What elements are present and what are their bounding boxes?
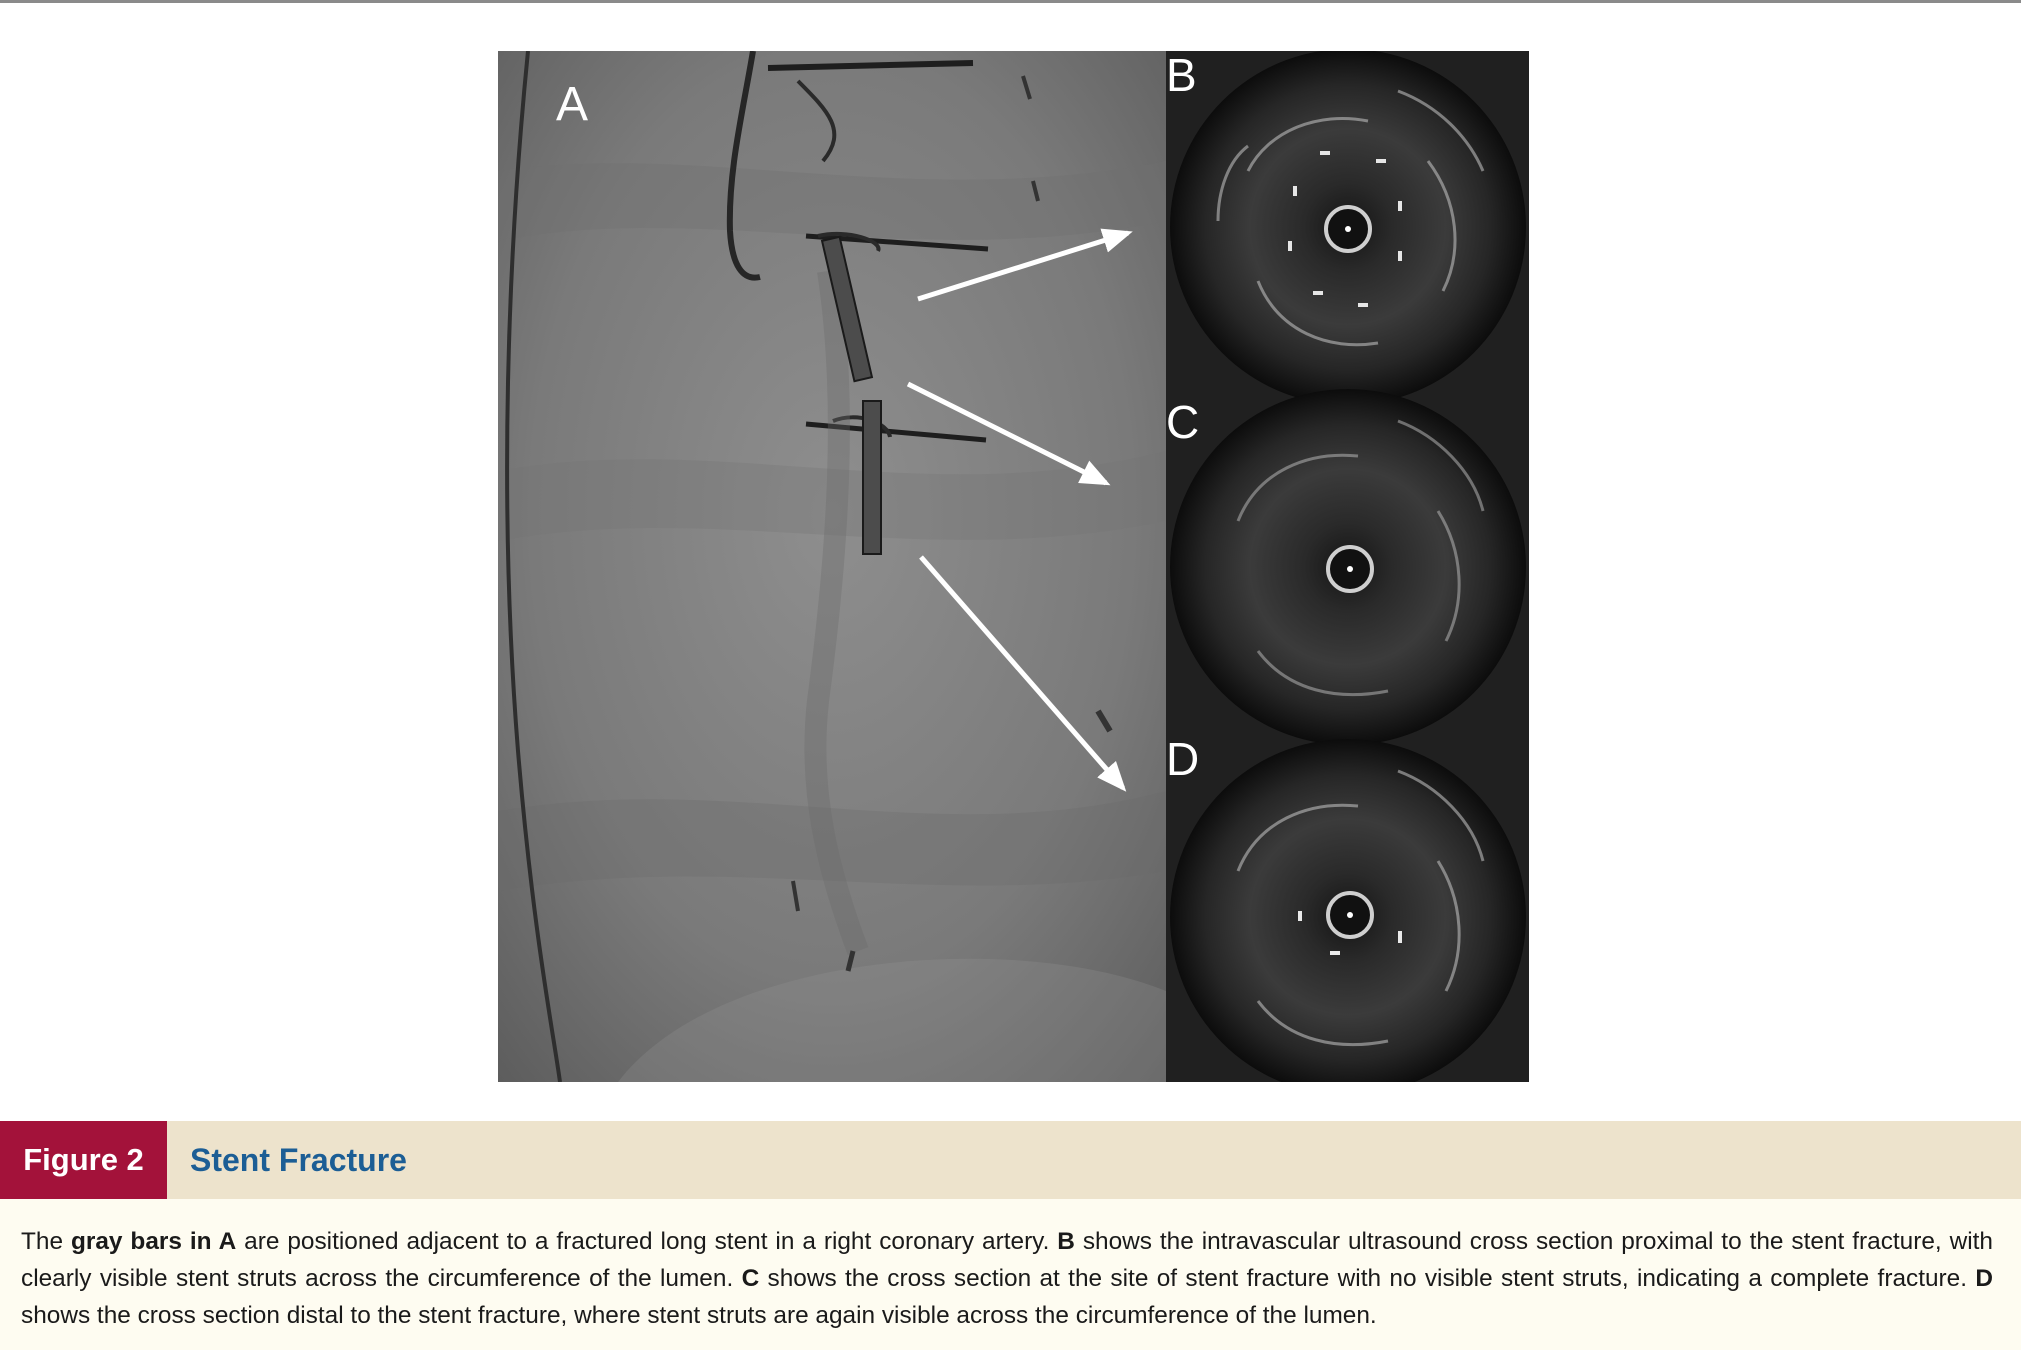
caption-s2-bold: B xyxy=(1057,1228,1075,1255)
ivus-column xyxy=(1166,51,1529,1082)
caption-s4-bold: D xyxy=(1975,1265,1993,1292)
caption-s3-rest: shows the cross section at the site of stent fracture with no visible stent struts, indicating a complete fracture. xyxy=(759,1265,1976,1292)
panel-label-b: B xyxy=(1166,51,1197,101)
caption-s1-lead: The xyxy=(21,1228,71,1255)
caption-header xyxy=(0,1121,2021,1199)
figure-image xyxy=(498,51,1529,1082)
caption-text xyxy=(21,1223,1993,1334)
figure-title: Stent Fracture xyxy=(190,1142,407,1178)
caption-s1-rest: are positioned adjacent to a fractured long stent in a right coronary artery. xyxy=(236,1228,1058,1255)
top-rule xyxy=(0,0,2021,3)
panel-label-d: D xyxy=(1166,733,1200,785)
caption-s1-bold: gray bars in A xyxy=(70,1228,237,1255)
caption-s4-rest: shows the cross section distal to the stent fracture, where stent struts are again visible across the circumference of the lumen. xyxy=(21,1302,1377,1329)
gray-bar-lower xyxy=(863,401,881,554)
panel-label-a: A xyxy=(556,78,589,131)
panel-label-c: C xyxy=(1166,396,1200,448)
caption-s3-bold: C xyxy=(741,1265,760,1292)
caption-body xyxy=(0,1199,2021,1350)
figure-number-label: Figure 2 xyxy=(0,1121,167,1199)
caption-s2-rest: shows the intravascular ultrasound cross section proximal to the stent fracture, with clearly visible stent struts across the circumference of the lumen. xyxy=(21,1228,1993,1292)
angiogram-panel xyxy=(498,51,1166,1082)
